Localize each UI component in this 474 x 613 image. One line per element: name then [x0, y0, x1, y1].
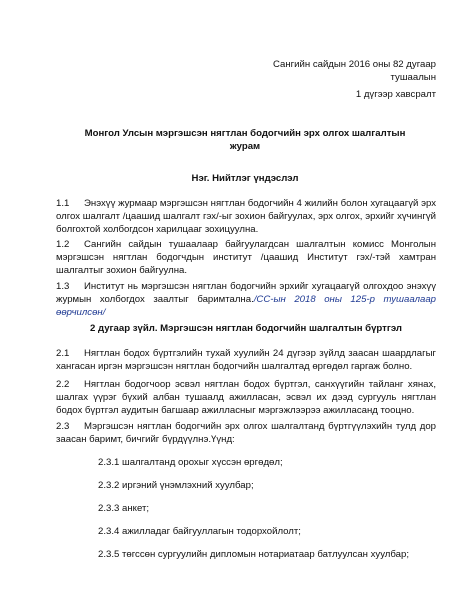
document-title-line-2: журам	[229, 141, 261, 152]
list-item: 2.3.5 төгссөн сургуулийн дипломын нотариатаар батлуулсан хуулбар;	[98, 549, 410, 560]
document-title-line-1: Монгол Улсын мэргэшсэн нягтлан бодогчийн эрх олгох шалгалтын	[84, 128, 406, 139]
paragraph-text: Нягтлан бодогчоор эсвэл нягтлан бодох бүртгэл, санхүүгийн тайланг хянах, шалгах үүрэг бүхий албан тушаалд ажилласан, эсвэл их дээд сургууль нягтлан бодох бүртгэл аудитын багшаар ажилласныг мэргэжлээрээ ажилласанд тооцно.	[56, 379, 436, 417]
paragraph-2-1	[56, 347, 436, 373]
paragraph-number: 1.1	[56, 198, 70, 209]
header-line-2: 1 дүгээр хавсралт	[355, 89, 436, 100]
paragraph-number: 2.3	[56, 421, 70, 432]
paragraph-2-2	[56, 378, 436, 418]
paragraph-text: Сангийн сайдын тушаалаар байгуулагдсан шалгалтын комисс Монголын мэргэшсэн нягтлан бодогчдын институт /цаашид Институт гэх/-тэй хамтран шалгалтыг зохион байгуулна.	[56, 239, 436, 277]
paragraph-1-1	[56, 197, 436, 237]
paragraph-number: 2.1	[56, 348, 70, 359]
section-2-heading: 2 дугаар зүйл. Мэргэшсэн нягтлан бодогчийн шалгалтын бүртгэл	[89, 323, 403, 334]
paragraph-number: 2.2	[56, 379, 70, 390]
paragraph-text: Институт нь мэргэшсэн нягтлан бодогчийн эрхийг хугацаагүй олгохдоо энэхүү журмын холбогдох заалтыг баримтална.	[56, 281, 436, 306]
paragraph-number: 1.2	[56, 239, 70, 250]
paragraph-number: 1.3	[56, 281, 70, 292]
section-1-heading: Нэг. Нийтлэг үндэслэл	[191, 173, 299, 184]
list-item: 2.3.3 анкет;	[98, 503, 150, 514]
paragraph-2-3	[56, 420, 436, 446]
amendment-note: /СС-ын 2018 оны 125-р тушаалаар өөрчилсөн/	[56, 294, 436, 319]
paragraph-text: Мэргэшсэн нягтлан бодогчийн эрх олгох шалгалтанд бүртгүүлэхийн тулд дор заасан баримт, бичгийг бүрдүүлнэ.Үүнд:	[56, 421, 436, 446]
list-item: 2.3.2 иргэний үнэмлэхний хуулбар;	[98, 480, 254, 491]
list-item: 2.3.4 ажилладаг байгууллагын тодорхойлолт;	[98, 526, 301, 537]
paragraph-text: Нягтлан бодох бүртгэлийн тухай хуулийн 24 дүгээр зүйлд заасан шаардлагыг хангасан иргэн мэргэшсэн нягтлан бодогчийн шалгалтад өргөдөл гаргаж болно.	[56, 348, 436, 373]
paragraph-1-3	[56, 280, 436, 320]
paragraph-text: Энэхүү журмаар мэргэшсэн нягтлан бодогчийн 4 жилийн болон хугацаагүй эрх олгох шалгалт /цаашид шалгалт гэх/-ыг зохион байгуулах, эрх олгох, эрхийг хүчингүй болгохтой холбогдсон харилцааг зохицуулна.	[56, 198, 436, 236]
header-line-1: Сангийн сайдын 2016 оны 82 дугаар тушаалын	[272, 59, 436, 84]
paragraph-1-2	[56, 238, 436, 278]
list-item: 2.3.1 шалгалтанд орохыг хүссэн өргөдөл;	[98, 457, 283, 468]
